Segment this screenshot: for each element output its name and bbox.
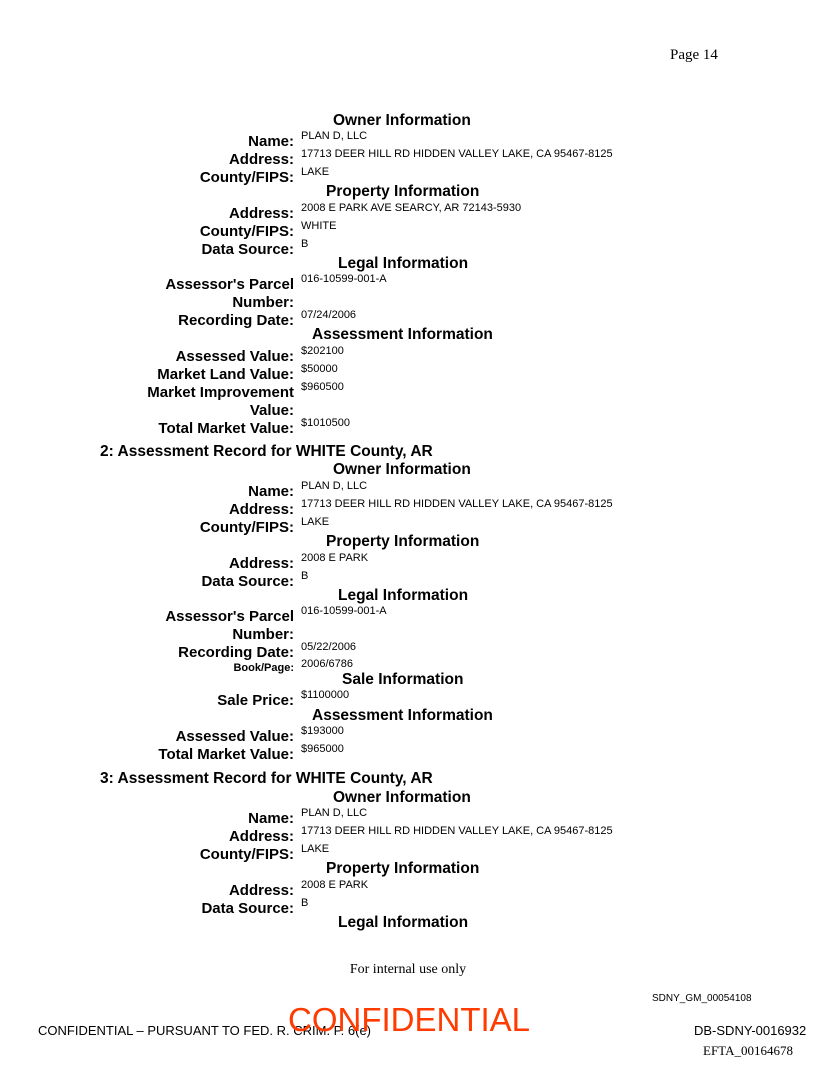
field-row	[0, 219, 816, 240]
field-value: 2006/6786	[301, 658, 353, 670]
field-row	[0, 724, 816, 745]
field-value: LAKE	[301, 166, 330, 178]
field-label: Number:	[232, 294, 294, 311]
field-label: Address:	[228, 501, 294, 518]
field-label: Address:	[228, 882, 294, 899]
field-row	[0, 237, 816, 258]
field-row	[0, 129, 816, 150]
field-value: $960500	[301, 381, 344, 393]
field-label: Address:	[228, 205, 294, 222]
field-value: 016-10599-001-A	[301, 273, 387, 285]
field-row	[0, 344, 816, 365]
field-row	[0, 165, 816, 186]
confidential-stamp: CONFIDENTIAL	[288, 1001, 531, 1038]
assessment-info-title: Assessment Information	[312, 707, 493, 724]
field-label: Total Market Value:	[158, 746, 294, 763]
field-row	[0, 688, 816, 709]
field-value: $50000	[301, 363, 338, 375]
field-row	[0, 896, 816, 917]
field-label: County/FIPS:	[199, 223, 294, 240]
field-value: 05/22/2006	[301, 641, 357, 653]
field-label: Address:	[228, 828, 294, 845]
record-header: 3: Assessment Record for WHITE County, AR	[100, 770, 433, 787]
field-row	[0, 272, 816, 311]
field-value: $202100	[301, 345, 344, 357]
field-label: County/FIPS:	[199, 846, 294, 863]
legal-info-title: Legal Information	[338, 914, 469, 931]
field-label: Name:	[248, 133, 294, 150]
field-value: 2008 E PARK	[301, 552, 369, 564]
sale-info-title: Sale Information	[342, 671, 464, 688]
field-row	[0, 515, 816, 536]
field-row	[0, 551, 816, 572]
field-label: Data Source:	[201, 573, 294, 590]
page-number: Page 14	[670, 47, 718, 63]
field-label: Name:	[248, 483, 294, 500]
field-label: Data Source:	[201, 900, 294, 917]
efta-number: EFTA_00164678	[703, 1043, 793, 1058]
field-label: Recording Date:	[178, 644, 294, 661]
field-label: Assessor's Parcel	[165, 608, 294, 625]
field-row	[0, 201, 816, 222]
field-row	[0, 416, 816, 437]
field-row	[0, 380, 816, 419]
field-row	[0, 479, 816, 500]
field-label: Recording Date:	[178, 312, 294, 329]
field-label: Book/Page:	[233, 662, 294, 674]
bates-number-db-sdny: DB-SDNY-0016932	[694, 1023, 807, 1038]
field-value: PLAN D, LLC	[301, 130, 368, 142]
field-label: Number:	[232, 626, 294, 643]
field-label: Total Market Value:	[158, 420, 294, 437]
field-row	[0, 147, 816, 168]
field-row	[0, 569, 816, 590]
field-value: 07/24/2006	[301, 309, 357, 321]
property-info-title: Property Information	[326, 860, 480, 877]
field-row	[0, 308, 816, 329]
field-value: B	[301, 897, 309, 909]
confidential-notice: CONFIDENTIAL – PURSUANT TO FED. R. CRIM. P. 6(e)	[38, 1023, 372, 1038]
field-row	[0, 604, 816, 643]
field-label: County/FIPS:	[199, 169, 294, 186]
field-label: Market Land Value:	[157, 366, 294, 383]
property-info-title: Property Information	[326, 183, 480, 200]
field-row	[0, 742, 816, 763]
field-value: LAKE	[301, 516, 330, 528]
field-value: $1010500	[301, 417, 350, 429]
field-row	[0, 806, 816, 827]
field-label: Value:	[249, 402, 294, 419]
legal-info-title: Legal Information	[338, 587, 469, 604]
field-value: B	[301, 238, 309, 250]
field-label: Assessed Value:	[175, 348, 294, 365]
field-label: Assessor's Parcel	[165, 276, 294, 293]
field-row	[0, 362, 816, 383]
field-value: PLAN D, LLC	[301, 807, 368, 819]
field-label: Market Improvement	[147, 384, 294, 401]
field-label: Data Source:	[201, 241, 294, 258]
field-label: Sale Price:	[217, 692, 294, 709]
field-value: 17713 DEER HILL RD HIDDEN VALLEY LAKE, CA 95467-8125	[301, 498, 613, 510]
field-label: Name:	[248, 810, 294, 827]
field-label: County/FIPS:	[199, 519, 294, 536]
internal-use-note: For internal use only	[349, 962, 467, 977]
field-value: 2008 E PARK AVE SEARCY, AR 72143-5930	[301, 202, 522, 214]
record-header: 2: Assessment Record for WHITE County, AR	[100, 443, 433, 460]
field-value: LAKE	[301, 843, 330, 855]
owner-info-title: Owner Information	[333, 112, 471, 129]
owner-info-title: Owner Information	[333, 789, 471, 806]
field-row	[0, 842, 816, 863]
field-label: Assessed Value:	[175, 728, 294, 745]
field-value: $965000	[301, 743, 344, 755]
field-row	[0, 640, 816, 661]
field-value: $193000	[301, 725, 344, 737]
field-value: PLAN D, LLC	[301, 480, 368, 492]
field-value: 2008 E PARK	[301, 879, 369, 891]
field-label: Address:	[228, 555, 294, 572]
field-row	[0, 878, 816, 899]
field-row	[0, 497, 816, 518]
property-info-title: Property Information	[326, 533, 480, 550]
field-value: 17713 DEER HILL RD HIDDEN VALLEY LAKE, CA 95467-8125	[301, 148, 613, 160]
field-value: B	[301, 570, 309, 582]
field-value: $1100000	[301, 689, 350, 701]
field-value: 17713 DEER HILL RD HIDDEN VALLEY LAKE, CA 95467-8125	[301, 825, 613, 837]
field-row	[0, 824, 816, 845]
owner-info-title: Owner Information	[333, 461, 471, 478]
legal-info-title: Legal Information	[338, 255, 469, 272]
field-value: WHITE	[301, 220, 337, 232]
field-value: 016-10599-001-A	[301, 605, 387, 617]
bates-number-sdny-gm: SDNY_GM_00054108	[652, 993, 752, 1004]
field-label: Address:	[228, 151, 294, 168]
assessment-info-title: Assessment Information	[312, 326, 493, 343]
